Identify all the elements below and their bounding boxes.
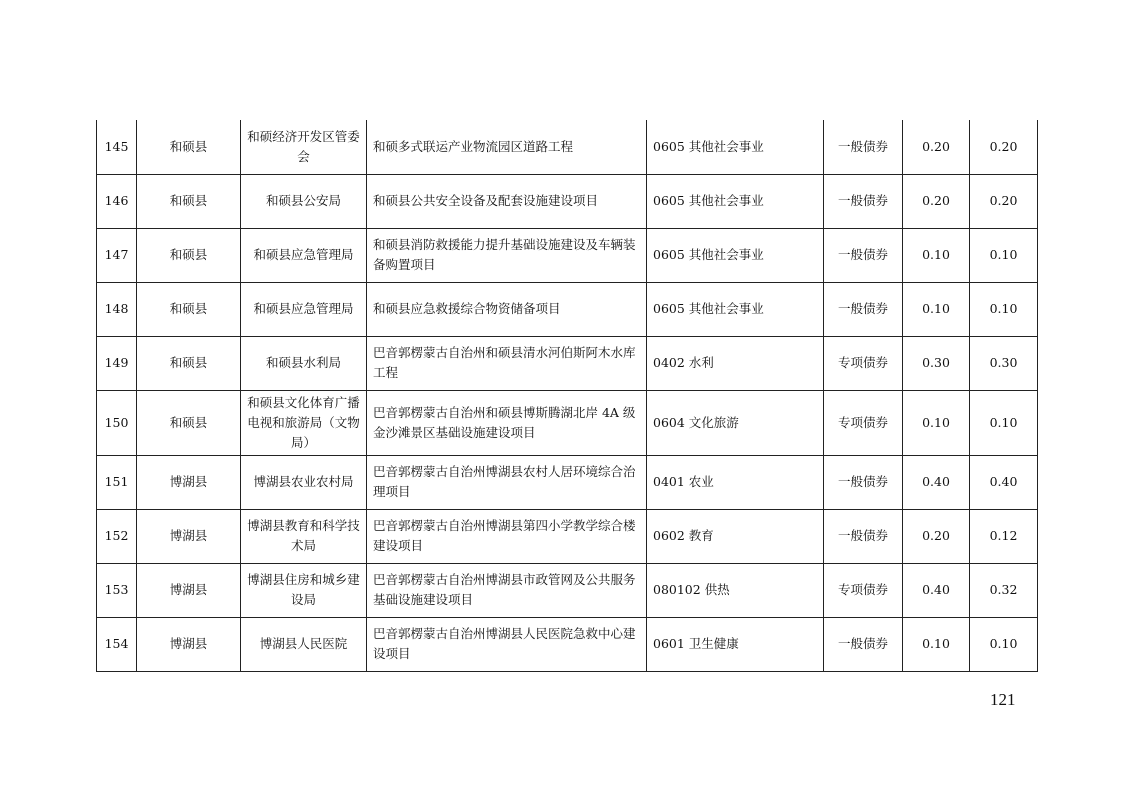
bond-type-cell: 一般债券 — [824, 228, 903, 282]
table-row — [97, 455, 1038, 509]
department-cell: 和硕县水利局 — [241, 336, 367, 390]
department-cell: 和硕县文化体育广播电视和旅游局（文物局） — [241, 390, 367, 455]
bond-type-cell: 一般债券 — [824, 282, 903, 336]
amount-cell: 0.10 — [903, 617, 970, 671]
county-cell: 和硕县 — [137, 174, 241, 228]
amount-cell: 0.30 — [970, 336, 1038, 390]
department-cell: 博湖县住房和城乡建设局 — [241, 563, 367, 617]
row-number: 145 — [97, 120, 137, 174]
table-row — [97, 563, 1038, 617]
county-cell: 博湖县 — [137, 455, 241, 509]
department-cell: 博湖县农业农村局 — [241, 455, 367, 509]
amount-cell: 0.32 — [970, 563, 1038, 617]
category-cell: 0604 文化旅游 — [647, 390, 824, 455]
row-number: 148 — [97, 282, 137, 336]
category-cell: 0605 其他社会事业 — [647, 174, 824, 228]
table-row — [97, 336, 1038, 390]
amount-cell: 0.10 — [970, 228, 1038, 282]
row-number: 149 — [97, 336, 137, 390]
amount-cell: 0.20 — [903, 120, 970, 174]
project-name-cell: 巴音郭楞蒙古自治州博湖县市政管网及公共服务基础设施建设项目 — [367, 563, 647, 617]
department-cell: 和硕经济开发区管委会 — [241, 120, 367, 174]
amount-cell: 0.10 — [970, 617, 1038, 671]
table-row — [97, 120, 1038, 174]
table-row — [97, 617, 1038, 671]
amount-cell: 0.20 — [903, 174, 970, 228]
amount-cell: 0.10 — [903, 228, 970, 282]
project-name-cell: 和硕县公共安全设备及配套设施建设项目 — [367, 174, 647, 228]
category-cell: 0402 水利 — [647, 336, 824, 390]
amount-cell: 0.10 — [903, 390, 970, 455]
department-cell: 和硕县应急管理局 — [241, 282, 367, 336]
category-cell: 0601 卫生健康 — [647, 617, 824, 671]
county-cell: 和硕县 — [137, 228, 241, 282]
amount-cell: 0.10 — [903, 282, 970, 336]
row-number: 150 — [97, 390, 137, 455]
table-body — [97, 120, 1038, 671]
department-cell: 博湖县人民医院 — [241, 617, 367, 671]
page-number: 121 — [990, 690, 1016, 709]
amount-cell: 0.20 — [903, 509, 970, 563]
project-name-cell: 巴音郭楞蒙古自治州和硕县博斯腾湖北岸 4A 级金沙滩景区基础设施建设项目 — [367, 390, 647, 455]
department-cell: 博湖县教育和科学技术局 — [241, 509, 367, 563]
row-number: 147 — [97, 228, 137, 282]
amount-cell: 0.20 — [970, 174, 1038, 228]
category-cell: 0605 其他社会事业 — [647, 282, 824, 336]
category-cell: 080102 供热 — [647, 563, 824, 617]
project-name-cell: 巴音郭楞蒙古自治州和硕县清水河伯斯阿木水库工程 — [367, 336, 647, 390]
county-cell: 和硕县 — [137, 120, 241, 174]
table-row — [97, 228, 1038, 282]
county-cell: 博湖县 — [137, 617, 241, 671]
bond-type-cell: 一般债券 — [824, 174, 903, 228]
project-name-cell: 巴音郭楞蒙古自治州博湖县第四小学教学综合楼建设项目 — [367, 509, 647, 563]
county-cell: 和硕县 — [137, 390, 241, 455]
bond-type-cell: 一般债券 — [824, 120, 903, 174]
table-row — [97, 174, 1038, 228]
category-cell: 0602 教育 — [647, 509, 824, 563]
amount-cell: 0.40 — [970, 455, 1038, 509]
category-cell: 0605 其他社会事业 — [647, 120, 824, 174]
amount-cell: 0.30 — [903, 336, 970, 390]
amount-cell: 0.10 — [970, 390, 1038, 455]
row-number: 146 — [97, 174, 137, 228]
county-cell: 和硕县 — [137, 336, 241, 390]
row-number: 154 — [97, 617, 137, 671]
department-cell: 和硕县应急管理局 — [241, 228, 367, 282]
project-name-cell: 和硕县消防救援能力提升基础设施建设及车辆装备购置项目 — [367, 228, 647, 282]
project-name-cell: 和硕县应急救援综合物资储备项目 — [367, 282, 647, 336]
table-row — [97, 509, 1038, 563]
county-cell: 和硕县 — [137, 282, 241, 336]
bond-type-cell: 一般债券 — [824, 455, 903, 509]
category-cell: 0401 农业 — [647, 455, 824, 509]
county-cell: 博湖县 — [137, 509, 241, 563]
project-name-cell: 巴音郭楞蒙古自治州博湖县农村人居环境综合治理项目 — [367, 455, 647, 509]
amount-cell: 0.10 — [970, 282, 1038, 336]
amount-cell: 0.20 — [970, 120, 1038, 174]
department-cell: 和硕县公安局 — [241, 174, 367, 228]
bond-type-cell: 专项债券 — [824, 390, 903, 455]
table-row — [97, 390, 1038, 455]
amount-cell: 0.40 — [903, 455, 970, 509]
bond-type-cell: 专项债券 — [824, 336, 903, 390]
row-number: 152 — [97, 509, 137, 563]
bond-type-cell: 专项债券 — [824, 563, 903, 617]
bond-type-cell: 一般债券 — [824, 509, 903, 563]
project-name-cell: 巴音郭楞蒙古自治州博湖县人民医院急救中心建设项目 — [367, 617, 647, 671]
amount-cell: 0.40 — [903, 563, 970, 617]
table-row — [97, 282, 1038, 336]
project-table — [96, 120, 1038, 672]
county-cell: 博湖县 — [137, 563, 241, 617]
row-number: 153 — [97, 563, 137, 617]
project-name-cell: 和硕多式联运产业物流园区道路工程 — [367, 120, 647, 174]
category-cell: 0605 其他社会事业 — [647, 228, 824, 282]
row-number: 151 — [97, 455, 137, 509]
bond-type-cell: 一般债券 — [824, 617, 903, 671]
amount-cell: 0.12 — [970, 509, 1038, 563]
